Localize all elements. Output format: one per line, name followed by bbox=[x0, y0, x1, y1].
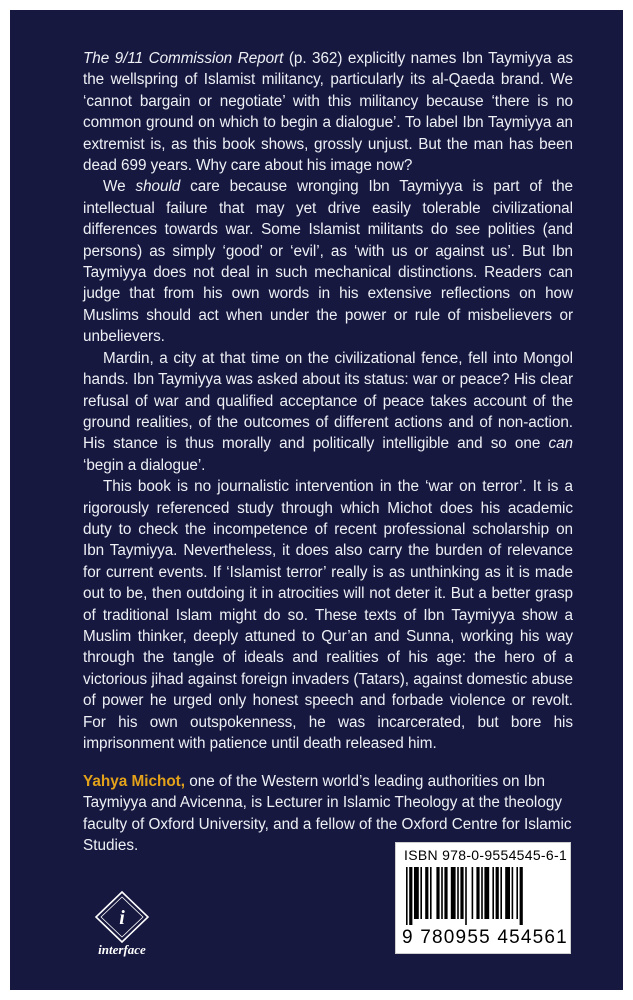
barcode-digits: 9 780955 454561 bbox=[402, 927, 568, 948]
isbn-label: ISBN 978-0-9554545-6-1 bbox=[404, 847, 568, 863]
diamond-i-icon bbox=[90, 890, 154, 944]
publisher-name: interface bbox=[98, 942, 146, 957]
author-bio: Yahya Michot, one of the Western world’s leading authorities on Ibn Taymiyya and Avicenna, is Lecturer in Islamic Theology at the theology faculty of Oxford University, and a fellow of the Oxford Centre for Islamic Studies. bbox=[83, 773, 572, 855]
blurb-paragraph-2: We should care because wronging Ibn Taymiyya is part of the intellectual failure that may yet drive easily tolerable civilizational differences towards war. Some Islamist militants do see polities (and persons) as simply ‘good’ or ‘evil’, as ‘with us or against us’. But Ibn Taymiyya does not deal in such mechanical distinctions. Readers can judge that from his own words in his extensive reflections on how Muslims should act when under the power or rule of misbelievers or unbelievers. bbox=[83, 178, 573, 346]
blurb-paragraph-1: The 9/11 Commission Report (p. 362) explicitly names Ibn Taymiyya as the wellspring of Islamist militancy, particularly its al-Qaeda brand. We ‘cannot bargain or negotiate’ with this militancy because ‘there is no common ground on which to begin a dialogue’. To label Ibn Taymiyya an extremist is, as this book shows, grossly unjust. But the man has been dead 699 years. Why care about his image now? bbox=[83, 50, 573, 175]
author-name: Yahya Michot, bbox=[83, 773, 186, 790]
report-title: The 9/11 Commission Report bbox=[83, 50, 284, 67]
svg-text:i: i bbox=[119, 907, 125, 929]
blurb-paragraph-3: Mardin, a city at that time on the civilizational fence, fell into Mongol hands. Ibn Taymiyya was asked about its status: war or peace? His clear refusal of war and qualified acceptance of peace takes account of the ground realities, of the outcomes of different actions and of non-action. His stance is thus morally and politically intelligible and so one can ‘begin a dialogue’. bbox=[83, 349, 573, 474]
blurb-paragraph-4: This book is no journalistic intervention in the ‘war on terror’. It is a rigorously referenced study through which Michot does his academic duty to check the incompetence of recent professional scholarship on Ibn Taymiyya. Nevertheless, it does also carry the burden of relevance for current events. If ‘Islamist terror’ really is as unthinking as it is made out to be, then outdoing it in atrocities will not deter it. But a better grasp of traditional Islam might do so. These texts of Ibn Taymiyya show a Muslim thinker, deeply attuned to Qur’an and Sunna, working his way through the tangle of ideals and realities of his age: the hero of a victorious jihad against foreign invaders (Tatars), against domestic abuse of power he urged only honest speech and forbade violence or revolt. For his own outspokenness, he was incarcerated, but bore his imprisonment with patience until death released him. bbox=[83, 478, 573, 752]
barcode-icon bbox=[402, 867, 564, 925]
back-cover bbox=[10, 10, 623, 990]
isbn-barcode-block bbox=[395, 842, 571, 954]
blurb-text bbox=[83, 48, 573, 754]
publisher-logo bbox=[90, 890, 154, 957]
